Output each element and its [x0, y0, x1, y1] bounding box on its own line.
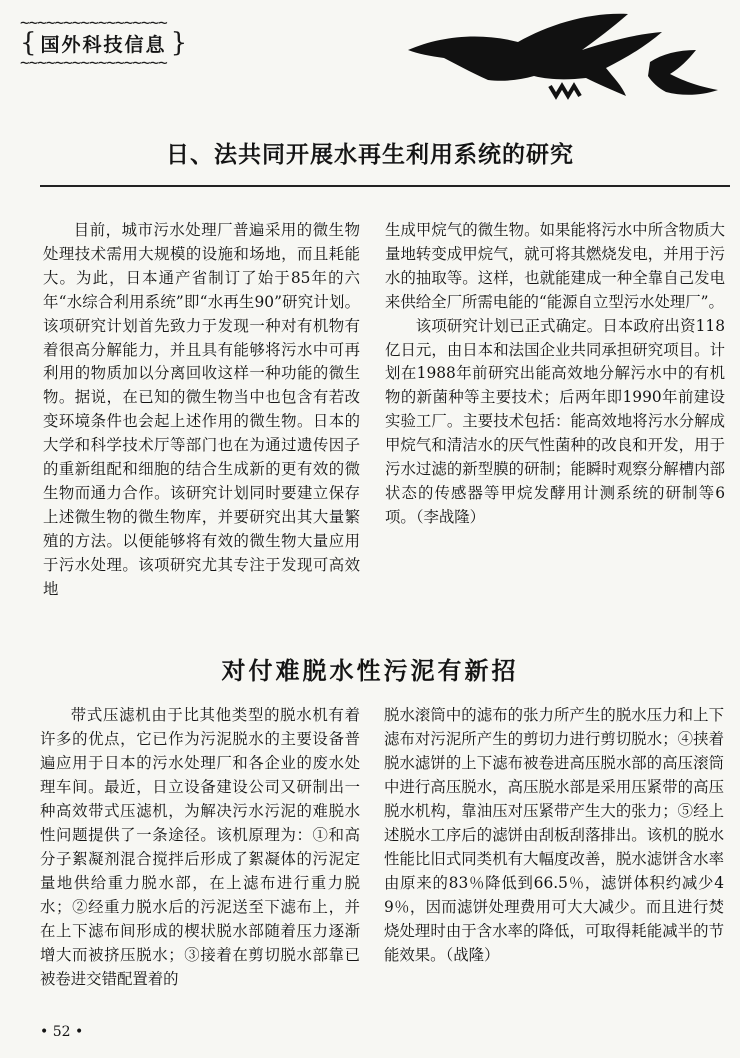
article2-paragraph-1-cont: 脱水滚筒中的滤布的张力所产生的脱水压力和上下滤布对污泥所产生的剪切力进行剪切脱水；④挟着脱水滤饼的上下滤布被卷进高压脱水部的高压滚筒中进行高压脱水，高压脱水部是采用压紧带的高压脱水机构，靠油压对压紧带产生大的张力；⑤经上述脱水工序后的滤饼由刮板刮落排出。该机的脱水性能比旧式同类机有大幅度改善，脱水滤饼含水率由原来的83％降低到66.5％，滤饼体积约减少49％，因而滤饼处理费用可大大减少。而且进行焚烧处理时由于含水率的降低，可取得耗能减半的节能效果。（战隆）	[384, 706, 724, 964]
section-tag	[20, 16, 196, 70]
page-number: • 52 •	[40, 1024, 84, 1040]
bird-illustration-icon	[400, 6, 730, 106]
article1-paragraph-2: 该项研究计划已正式确定。日本政府出资118亿日元，由日本和法国企业共同承担研究项目。计划在1988年前研究出能高效地分解污水中的有机物的新菌种等主要技术；后两年即1990年前建设实验工厂。主要技术包括：能高效地将污水分解成甲烷气和清洁水的厌气性菌种的改良和开发，用于污水过滤的新型膜的研制；能瞬时观察分解槽内部状态的传感器等甲烷发酵用计测系统的研制等6项。（李战隆）	[385, 316, 725, 526]
article2-column-2	[384, 703, 724, 967]
left-brace-icon: {	[20, 28, 37, 58]
article1-column-1	[43, 219, 360, 602]
title-divider	[40, 185, 730, 187]
article2-paragraph-1: 带式压滤机由于比其他类型的脱水机有着许多的优点，它已作为污泥脱水的主要设备普遍应用于日本的污水处理厂和各企业的废水处理车间。最近，日立设备建设公司又研制出一种高效带式压滤机，为解决污水污泥的难脱水性问题提供了一条途径。该机原理为：①和高分子絮凝剂混合搅拌后形成了絮凝体的污泥定量地供给重力脱水部，在上滤布进行重力脱水；②经重力脱水后的污泥送至下滤布上，并在上下滤布间形成的楔状脱水部随着压力逐渐增大而被挤压脱水；③接着在剪切脱水部靠已被卷进交错配置着的	[40, 706, 360, 988]
section-label: 国外科技信息	[40, 33, 167, 56]
tag-wave-top: ~~~~~~~~~~~~~~~~~	[20, 16, 167, 30]
article1-column-2	[385, 219, 725, 530]
article2-column-1	[40, 703, 360, 991]
article1-paragraph-1-cont: 生成甲烷气的微生物。如果能将污水中所含物质大量地转变成甲烷气，就可将其燃烧发电，并用于污水的抽取等。这样，也就能建成一种全靠自己发电来供给全厂所需电能的“能源自立型污水处理厂”。	[385, 221, 725, 311]
article1-paragraph-1: 目前，城市污水处理厂普遍采用的微生物处理技术需用大规模的设施和场地，而且耗能大。为此，日本通产省制订了始于85年的六年“水综合利用系统”即“水再生90”研究计划。该项研究计划首先致力于发现一种对有机物有着很高分解能力，并且具有能够将污水中可再利用的物质加以分离回收这样一种功能的微生物。据说，在已知的微生物当中也包含有若改变环境条件也会起上述作用的微生物。日本的大学和科学技术厅等部门也在为通过遗传因子的重新组配和细胞的结合生成新的更有效的微生物而通力合作。该研究计划同时要建立保存上述微生物的微生物库，并要研究出其大量繁殖的方法。以便能够将有效的微生物大量应用于污水处理。该项研究尤其专注于发现可高效地	[43, 221, 360, 598]
article1-title: 日、法共同开展水再生利用系统的研究	[166, 142, 574, 168]
article2-title: 对付难脱水性污泥有新招	[221, 657, 519, 685]
right-brace-icon: }	[170, 28, 188, 58]
tag-wave-bottom: ~~~~~~~~~~~~~~~~~	[20, 56, 167, 70]
